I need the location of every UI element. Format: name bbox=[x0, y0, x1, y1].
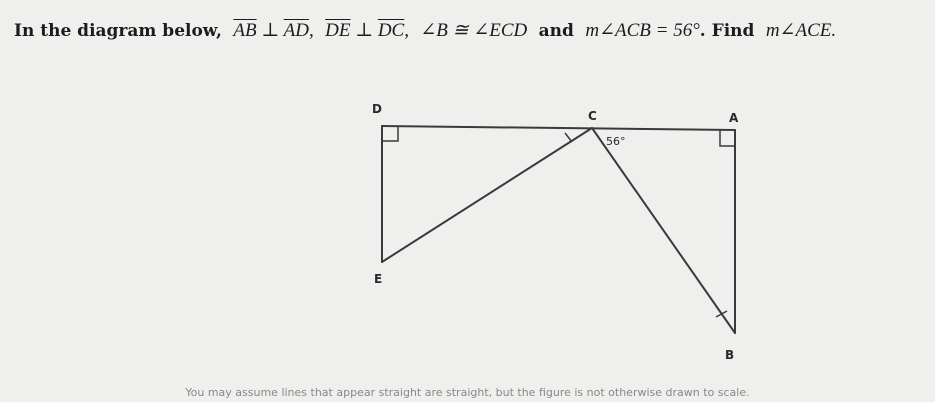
segment-ab: $\overline{AB}$ bbox=[233, 20, 257, 41]
point-label-e: E bbox=[374, 272, 383, 286]
problem-statement: In the diagram below, $\overline{AB}$ ⊥ $\overline{AD}$, $\overline{DE}$ ⊥ $\overline{DC}$, ∠B ≅ ∠ECD and m∠ACB = 56°. Find m∠ACE. bbox=[14, 20, 837, 41]
right-angle-marker-a bbox=[720, 130, 735, 146]
right-angle-marker-d bbox=[382, 126, 398, 141]
perpendicular-symbol: ⊥ bbox=[261, 20, 280, 41]
segment-cb bbox=[592, 128, 735, 333]
point-label-c: C bbox=[588, 109, 597, 123]
congruent-angle-tick-ecd bbox=[565, 133, 572, 142]
scale-disclaimer: You may assume lines that appear straight are straight, but the figure is not otherwise drawn to scale. bbox=[185, 386, 750, 399]
problem-intro: In the diagram below, bbox=[14, 21, 222, 41]
segment-de: $\overline{DE}$ bbox=[325, 20, 351, 41]
ask-prefix: . Find bbox=[699, 21, 755, 41]
given-congruence: ∠B ≅ ∠ECD bbox=[420, 20, 528, 41]
connector-and: and bbox=[538, 21, 574, 41]
segment-dc: $\overline{DC}$ bbox=[377, 20, 405, 41]
angle-label-acb: 56° bbox=[606, 135, 626, 148]
given-measure: m∠ACB = 56° bbox=[585, 20, 700, 41]
segment-ec bbox=[382, 128, 592, 262]
point-label-d: D bbox=[372, 102, 382, 116]
point-label-b: B bbox=[725, 348, 735, 362]
segment-da bbox=[382, 126, 735, 130]
point-label-a: A bbox=[729, 111, 739, 125]
segment-ad: $\overline{AD}$ bbox=[283, 20, 309, 41]
ask-target: m∠ACE. bbox=[765, 20, 837, 41]
perpendicular-symbol: ⊥ bbox=[355, 20, 374, 41]
